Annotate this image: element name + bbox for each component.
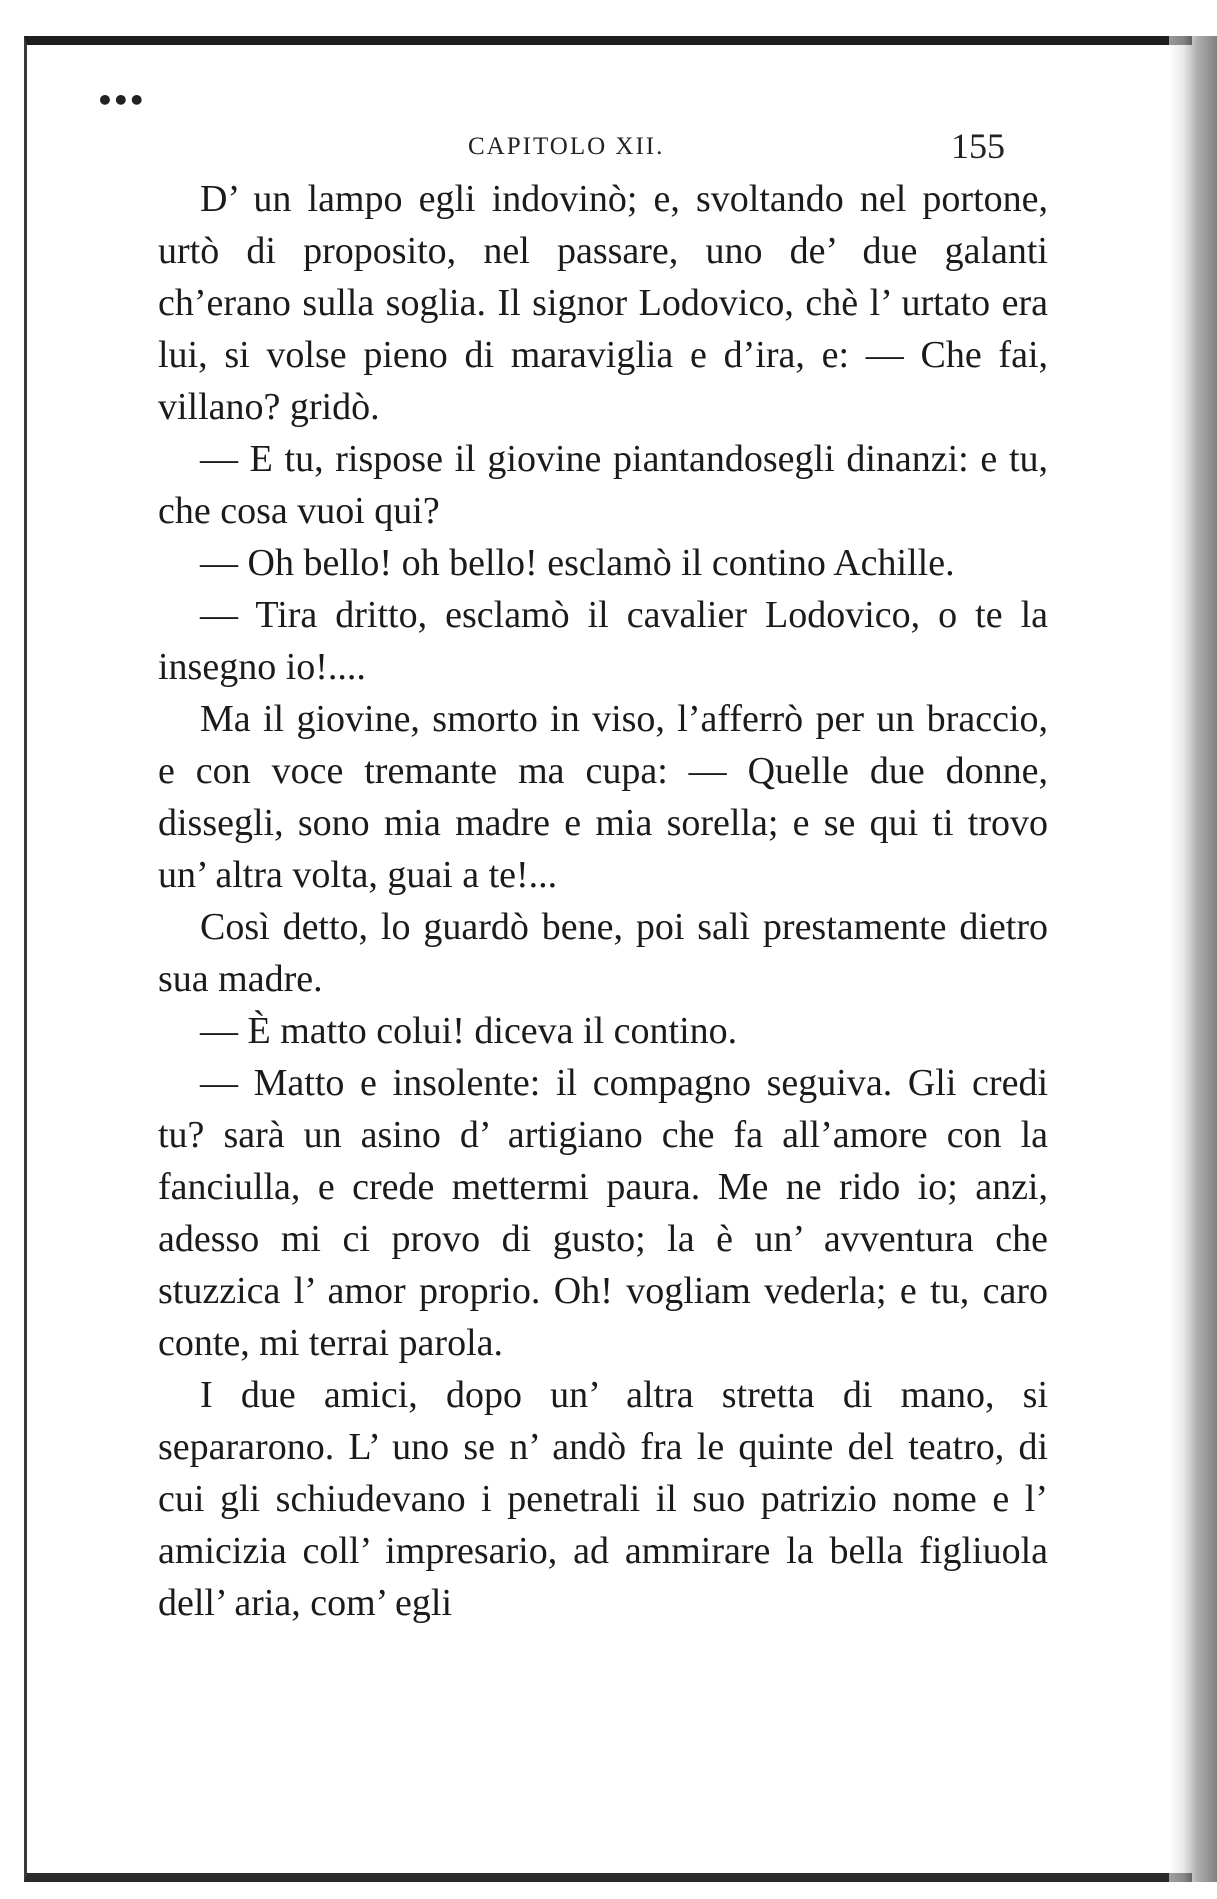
paragraph: D’ un lampo egli indovinò; e, svoltando nel portone, urtò di proposito, nel passare, uno de’ due galanti ch’erano sulla soglia. Il signor Lodovico, chè l’ urtato era lui, si volse pieno di maraviglia e d’ira, e: — Che fai, villano? gridò. xyxy=(158,178,1048,428)
paragraph: — Matto e insolente: il compagno seguiva. Gli credi tu? sarà un asino d’ artigiano che fa all’amore con la fanciulla, e crede mettermi paura. Me ne rido io; anzi, adesso mi ci provo di gusto; la è un’ avventura che stuzzica l’ amor proprio. Oh! vogliam vederla; e tu, caro conte, mi terrai parola. xyxy=(158,1062,1048,1364)
paragraph: I due amici, dopo un’ altra stretta di mano, si separarono. L’ uno se n’ andò fra le quinte del teatro, di cui gli schiudevano i penetrali il suo patrizio nome e l’ amicizia coll’ impresario, ad ammirare la bella figliuola dell’ aria, com’ egli xyxy=(158,1374,1048,1624)
paragraph: — Tira dritto, esclamò il cavalier Lodovico, o te la insegno io!.... xyxy=(158,594,1048,688)
scan-edge-shadow xyxy=(1169,36,1217,1882)
paragraph: — È matto colui! diceva il contino. xyxy=(200,1010,738,1052)
paragraph: Ma il giovine, smorto in viso, l’afferrò per un braccio, e con voce tremante ma cupa: — Quelle due donne, dissegli, sono mia madre e mia sorella; e se qui ti trovo un’ altra volta, guai a te!... xyxy=(158,698,1048,896)
corner-ink-mark: ••• xyxy=(96,84,144,117)
running-head: CAPITOLO XII. xyxy=(468,133,665,160)
page-header xyxy=(160,125,1005,165)
paragraph: — E tu, rispose il giovine piantandosegli dinanzi: e tu, che cosa vuoi qui? xyxy=(158,438,1048,532)
body-text xyxy=(158,173,1048,1629)
page-number: 155 xyxy=(951,126,1005,166)
paragraph: Così detto, lo guardò bene, poi salì prestamente dietro sua madre. xyxy=(158,906,1048,1000)
paragraph: — Oh bello! oh bello! esclamò il contino Achille. xyxy=(200,542,955,584)
